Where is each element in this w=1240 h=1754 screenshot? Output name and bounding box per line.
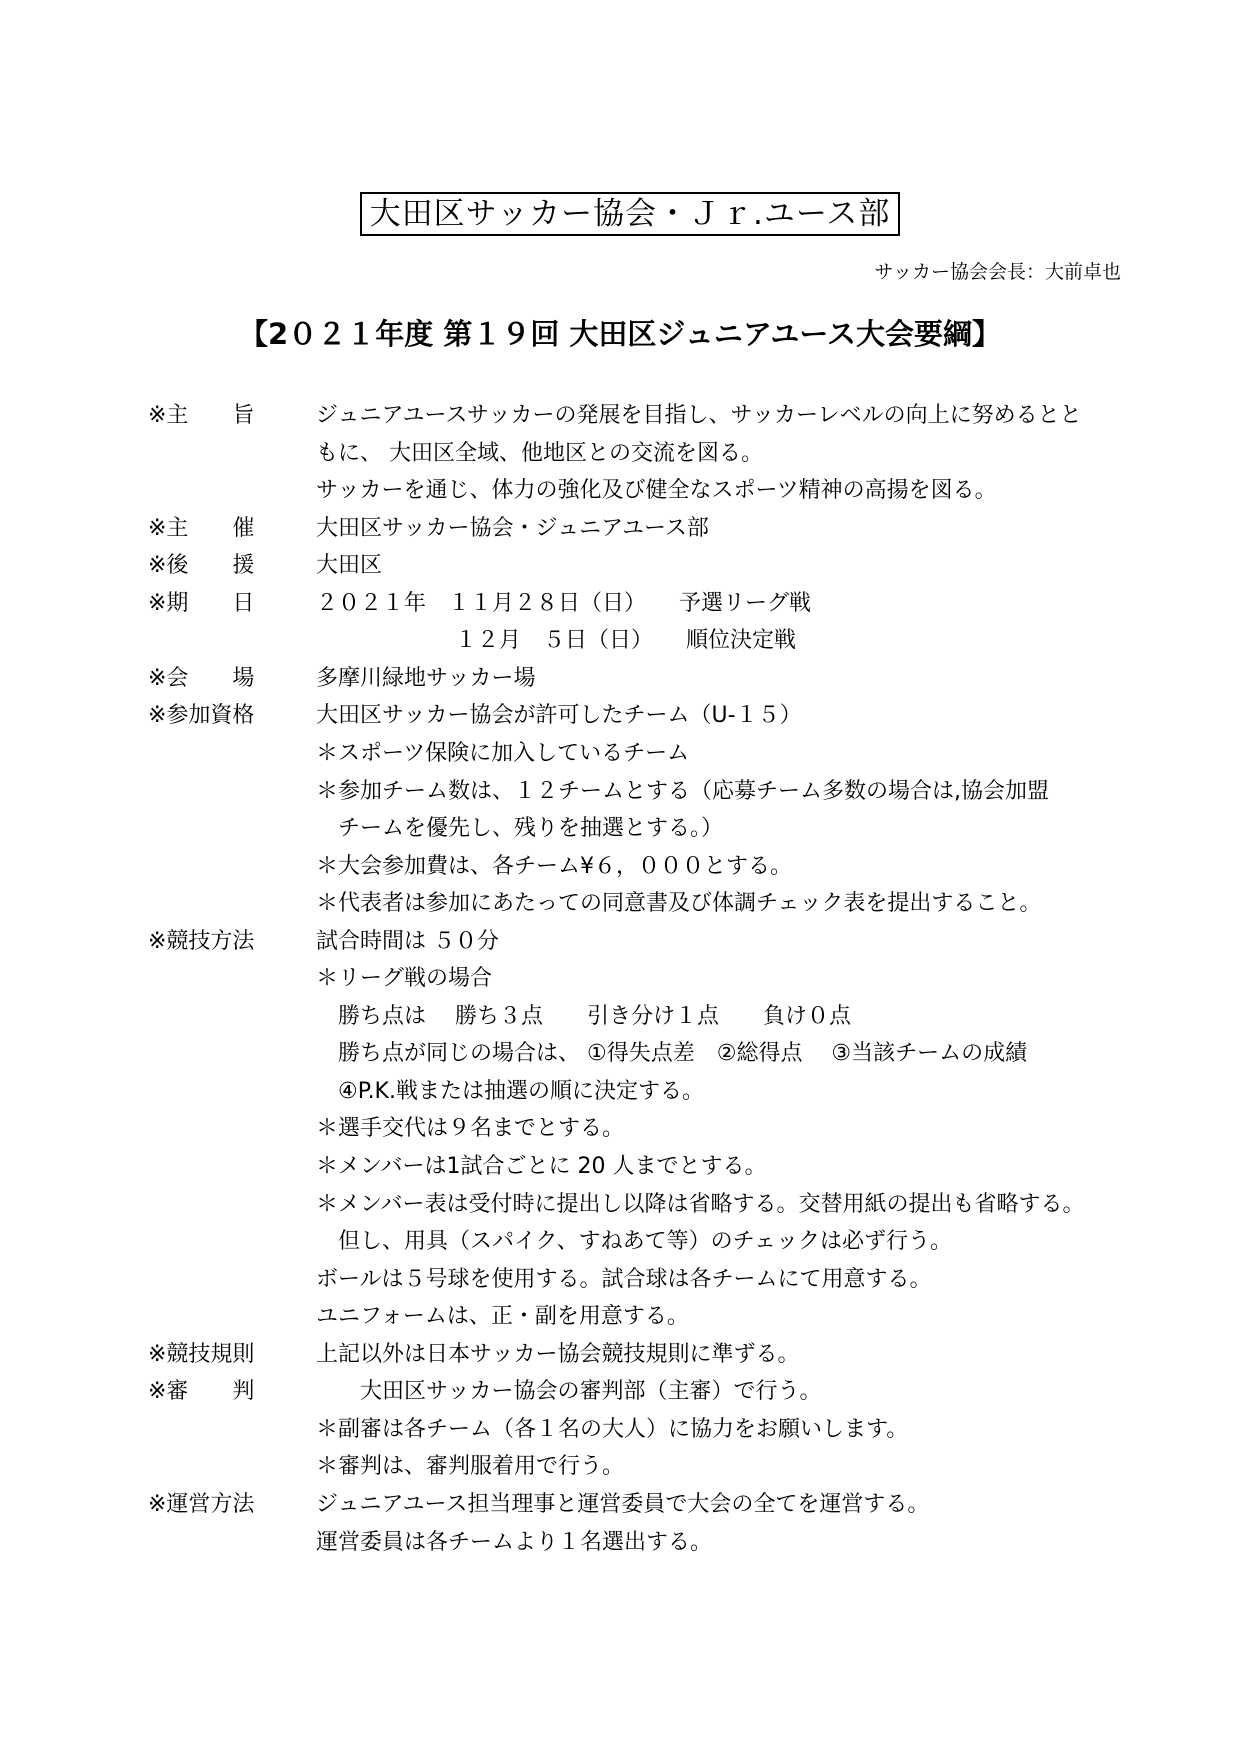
section-row — [0, 510, 1240, 547]
section-text-line: ＊選手交代は９名までとする。 — [316, 1116, 625, 1141]
section-label: ※競技規則 — [148, 1342, 255, 1367]
section-row — [0, 1186, 1240, 1223]
section-text-line: サッカーを通じ、体力の強化及び健全なスポーツ精神の高揚を図る。 — [316, 478, 997, 503]
section-row — [0, 998, 1240, 1035]
section-row — [0, 1411, 1240, 1448]
section-row — [0, 1223, 1240, 1260]
section-text-line: 大田区サッカー協会の審判部（主審）で行う。 — [316, 1379, 822, 1404]
section-row — [0, 735, 1240, 772]
section-text-line: 勝ち点が同じの場合は、 ①得失点差 ②総得点 ③当該チームの成績 — [316, 1041, 1028, 1066]
section-row — [0, 1336, 1240, 1373]
section-row — [0, 1373, 1240, 1410]
section-label: ※主 旨 — [148, 403, 255, 428]
section-row — [0, 810, 1240, 847]
section-row — [0, 697, 1240, 734]
association-president: サッカー協会会長：大前卓也 — [874, 261, 1121, 283]
section-text-line: 上記以外は日本サッカー協会競技規則に準ずる。 — [316, 1342, 800, 1367]
section-label: ※会 場 — [148, 666, 255, 691]
section-row — [0, 585, 1240, 622]
section-text-line: 多摩川緑地サッカー場 — [316, 666, 536, 691]
section-text-line: 運営委員は各チームより１名選出する。 — [316, 1530, 713, 1555]
section-text-line: ボールは５号球を使用する。試合球は各チームにて用意する。 — [316, 1267, 932, 1292]
section-text-line: 大田区サッカー協会が許可したチーム（U-１５） — [316, 703, 802, 728]
section-row — [0, 1524, 1240, 1561]
section-text-line: ＊メンバーは1試合ごとに 20 人までとする。 — [316, 1154, 767, 1179]
section-text-line: ④P.K.戦または抽選の順に決定する。 — [316, 1079, 704, 1104]
section-row — [0, 622, 1240, 659]
section-label: ※運営方法 — [148, 1492, 255, 1517]
section-text-line: 大田区サッカー協会・ジュニアユース部 — [316, 516, 709, 541]
section-row — [0, 1148, 1240, 1185]
section-text-line: チームを優先し、残りを抽選とする。） — [316, 816, 724, 841]
section-text-line: ＊審判は、審判服着用で行う。 — [316, 1454, 625, 1479]
section-row — [0, 885, 1240, 922]
section-text-line: もに、 大田区全域、他地区との交流を図る。 — [316, 441, 763, 466]
section-row — [0, 435, 1240, 472]
section-text-line: ＊スポーツ保険に加入しているチーム — [316, 741, 690, 766]
section-text-line: 勝ち点は 勝ち３点 引き分け１点 負け０点 — [316, 1004, 851, 1029]
section-text-line: ＊リーグ戦の場合 — [316, 966, 493, 991]
section-row — [0, 547, 1240, 584]
section-label: ※主 催 — [148, 516, 255, 541]
section-text-line: ２０２１年 １１月２８日（日） 予選リーグ戦 — [316, 591, 812, 616]
section-text-line: ジュニアユースサッカーの発展を目指し、サッカーレベルの向上に努めるとと — [316, 403, 1082, 428]
section-label: ※期 日 — [148, 591, 255, 616]
section-row — [0, 1073, 1240, 1110]
section-text-line: ジュニアユース担当理事と運営委員で大会の全てを運営する。 — [316, 1492, 930, 1517]
section-row — [0, 923, 1240, 960]
section-row — [0, 1110, 1240, 1147]
section-row — [0, 1486, 1240, 1523]
section-text-line: ＊メンバー表は受付時に提出し以降は省略する。交替用紙の提出も省略する。 — [316, 1192, 1085, 1217]
section-label: ※参加資格 — [148, 703, 255, 728]
event-title: 【2０２１年度 第１９回 大田区ジュニアユース大会要綱】 — [239, 317, 1001, 351]
section-text-line: ユニフォームは、正・副を用意する。 — [316, 1304, 689, 1329]
section-row — [0, 660, 1240, 697]
section-text-line: ＊参加チーム数は、１２チームとする（応募チーム多数の場合は,協会加盟 — [316, 779, 1049, 804]
section-label: ※後 援 — [148, 553, 255, 578]
section-row — [0, 397, 1240, 434]
section-row — [0, 1261, 1240, 1298]
organization-title-box: 大田区サッカー協会・Ｊｒ.ユース部 — [360, 192, 900, 236]
section-row — [0, 1448, 1240, 1485]
section-label: ※競技方法 — [148, 929, 255, 954]
section-text-line: 但し、用具（スパイク、すねあて等）のチェックは必ず行う。 — [316, 1229, 953, 1254]
section-row — [0, 1298, 1240, 1335]
section-text-line: 大田区 — [316, 553, 383, 578]
section-text-line: ＊代表者は参加にあたっての同意書及び体調チェック表を提出すること。 — [316, 891, 1042, 916]
section-text-line: 試合時間は ５０分 — [316, 929, 499, 954]
section-text-line: ＊大会参加費は、各チーム¥６，０００とする。 — [316, 854, 792, 879]
section-row — [0, 848, 1240, 885]
section-row — [0, 960, 1240, 997]
section-row — [0, 1035, 1240, 1072]
section-row — [0, 773, 1240, 810]
section-label: ※審 判 — [148, 1379, 255, 1404]
section-text-line: ＊副審は各チーム（各１名の大人）に協力をお願いします。 — [316, 1417, 909, 1442]
section-text-line: １２月 ５日（日） 順位決定戦 — [316, 628, 796, 653]
section-row — [0, 472, 1240, 509]
